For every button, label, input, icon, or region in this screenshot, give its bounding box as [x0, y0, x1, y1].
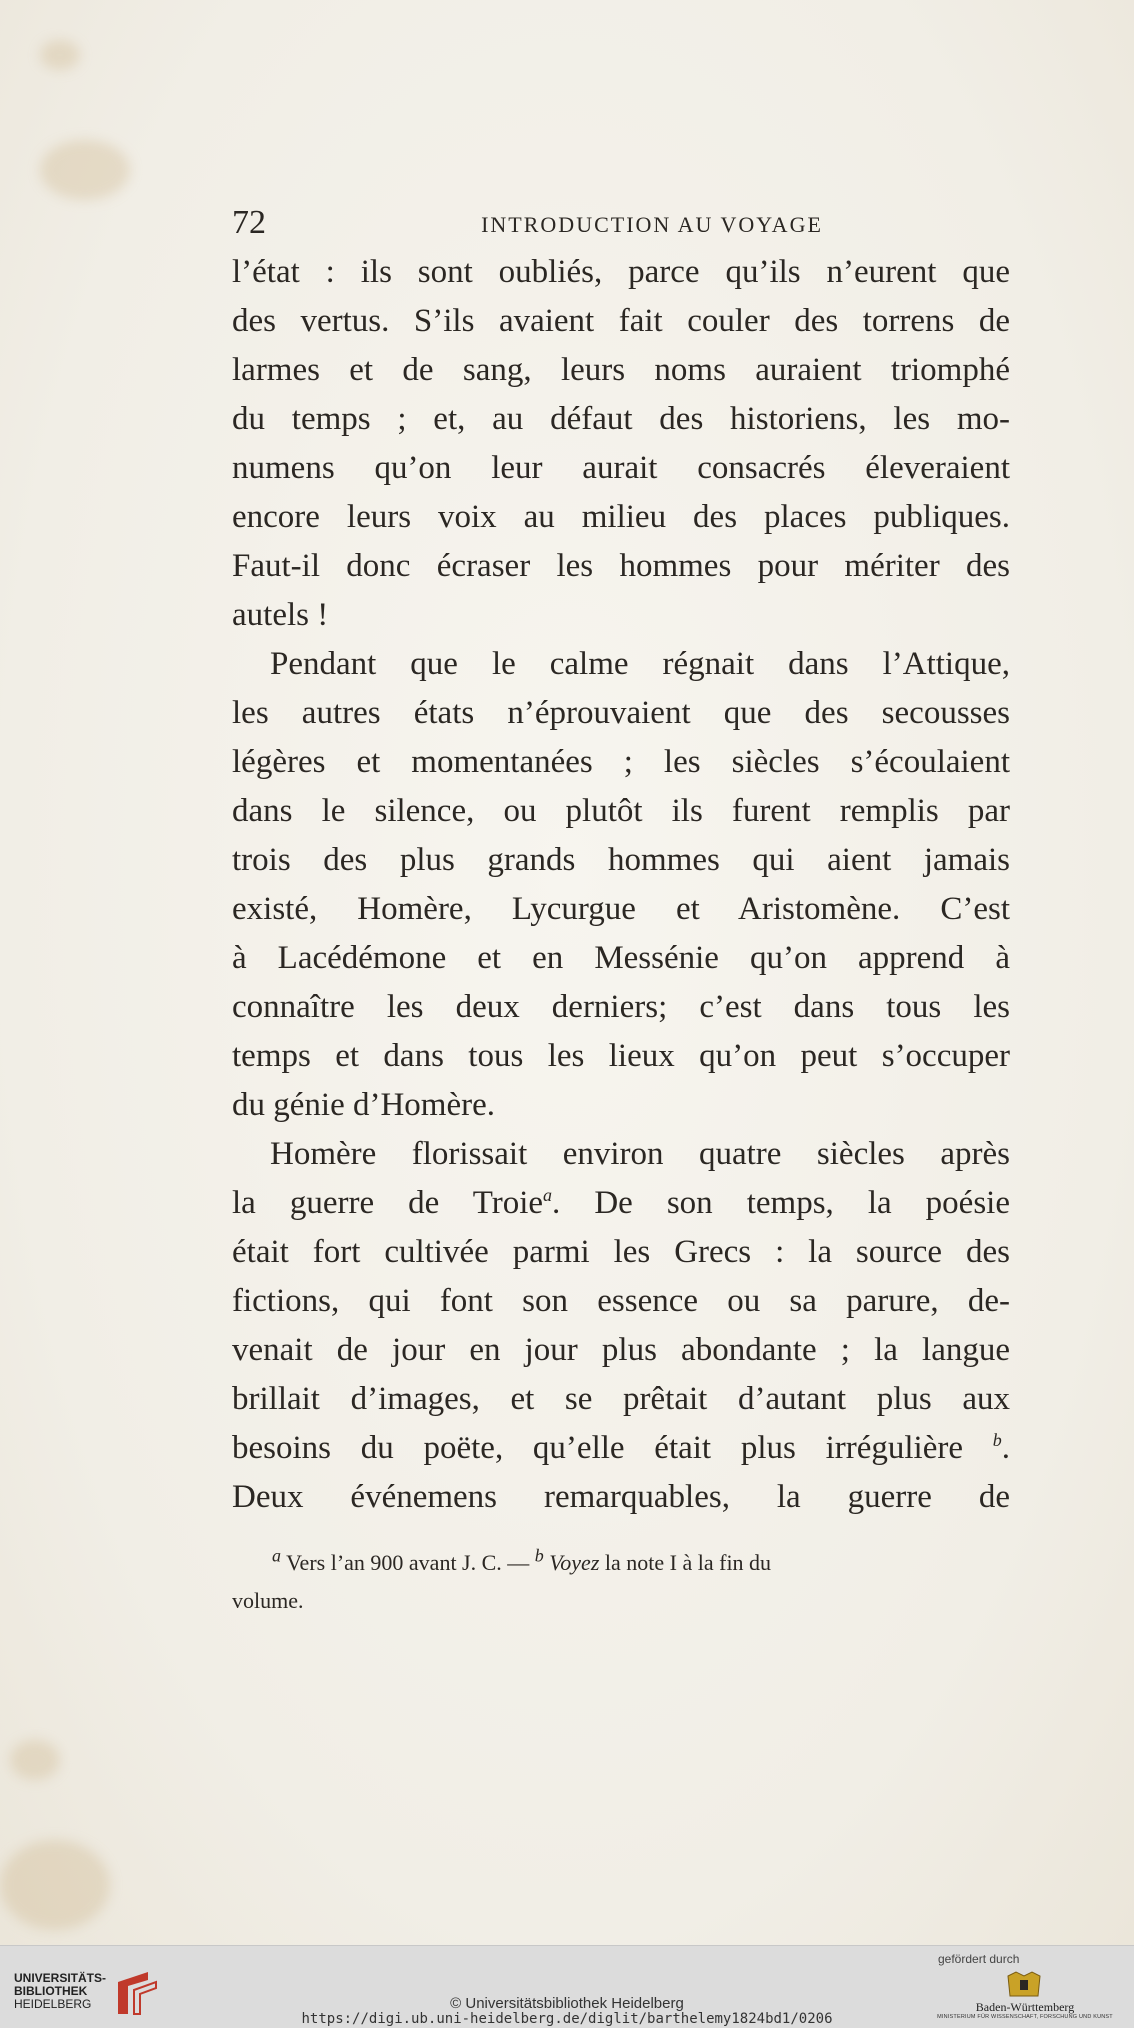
footnote-marker-b: b [534, 1545, 544, 1566]
text-line: numens qu’on leur aurait consacrés éleveraient [232, 450, 1010, 486]
page-number: 72 [232, 204, 266, 241]
text-line: les autres états n’éprouvaient que des secousses [232, 695, 1010, 731]
text-line: du génie d’Homère. [232, 1087, 495, 1123]
text-line: fictions, qui font son essence ou sa parure, de- [232, 1283, 1010, 1319]
footnotes [232, 1544, 1010, 1620]
library-name-line: UNIVERSITÄTS- [14, 1971, 107, 1985]
paper-stain [0, 1840, 110, 1930]
text-line: Homère florissait environ quatre siècles après [270, 1136, 1010, 1172]
text-line: larmes et de sang, leurs noms auraient triomphé [232, 352, 1010, 388]
paper-stain [10, 1740, 60, 1780]
text-line [232, 1179, 1010, 1228]
permalink-url[interactable]: https://digi.ub.uni-heidelberg.de/diglit/barthelemy1824bd1/0206 [301, 2011, 833, 2027]
text-segment: . De son temps, la poésie [552, 1185, 1010, 1221]
text-segment: . [1001, 1430, 1011, 1466]
footnote-marker-a: a [272, 1545, 281, 1566]
text-segment: besoins du poëte, qu’elle était plus irrégulière [232, 1430, 964, 1466]
text-line: l’état : ils sont oubliés, parce qu’ils n’eurent que [232, 254, 1010, 290]
running-title: INTRODUCTION AU VOYAGE [481, 212, 823, 237]
footnote-ref-b: b [992, 1430, 1002, 1450]
paper-stain [40, 40, 80, 70]
text-line: Pendant que le calme régnait dans l’Attique, [270, 646, 1010, 682]
funded-by-label: gefördert durch [938, 1952, 1020, 1966]
page-header [232, 206, 1010, 240]
footnote-b-italic: Voyez [549, 1550, 600, 1575]
funder-name: Baden-Württemberg [975, 2000, 1075, 2014]
funder-ministry: MINISTERIUM FÜR WISSENSCHAFT, FORSCHUNG UND KUNST [937, 2014, 1113, 2020]
text-line: Faut-il donc écraser les hommes pour mériter des [232, 548, 1010, 584]
text-line: venait de jour en jour plus abondante ; la langue [232, 1332, 1010, 1368]
text-line [232, 1424, 1010, 1473]
footnote-line: volume. [232, 1588, 304, 1613]
text-line: brillait d’images, et se prêtait d’autant plus aux [232, 1381, 1010, 1417]
text-line: existé, Homère, Lycurgue et Aristomène. C’est [232, 891, 1010, 927]
footnote-ref-a: a [543, 1185, 553, 1205]
text-line: des vertus. S’ils avaient fait couler des torrens de [232, 303, 1010, 339]
text-line: Deux événemens remarquables, la guerre de [232, 1479, 1010, 1515]
viewer-footer [0, 1945, 1134, 2028]
footnote-line [232, 1544, 1010, 1582]
text-line: à Lacédémone et en Messénie qu’on apprend à [232, 940, 1010, 976]
footnote-a-text: Vers l’an 900 avant J. C. — [286, 1550, 530, 1575]
library-name-line: HEIDELBERG [14, 1997, 92, 2011]
library-name-line: BIBLIOTHEK [14, 1984, 88, 1998]
coat-of-arms-icon [1002, 1970, 1046, 2000]
text-line: du temps ; et, au défaut des historiens, les mo- [232, 401, 1010, 437]
funder-logo[interactable] [930, 1952, 1120, 2026]
body-text [232, 248, 1010, 1522]
footnote-b-text: la note I à la fin du [604, 1550, 772, 1575]
text-line: dans le silence, ou plutôt ils furent remplis par [232, 793, 1010, 829]
copyright-notice: © Universitätsbibliothek Heidelberg [450, 1995, 684, 2012]
text-line: était fort cultivée parmi les Grecs : la source des [232, 1234, 1010, 1270]
text-line: légères et momentanées ; les siècles s’écoulaient [232, 744, 1010, 780]
text-line: connaître les deux derniers; c’est dans tous les [232, 989, 1010, 1025]
text-line: encore leurs voix au milieu des places publiques. [232, 499, 1010, 535]
text-line: temps et dans tous les lieux qu’on peut s’occuper [232, 1038, 1010, 1074]
paper-stain [40, 140, 130, 200]
text-segment: la guerre de Troie [232, 1185, 544, 1221]
text-line: trois des plus grands hommes qui aient jamais [232, 842, 1010, 878]
text-line: autels ! [232, 597, 329, 633]
